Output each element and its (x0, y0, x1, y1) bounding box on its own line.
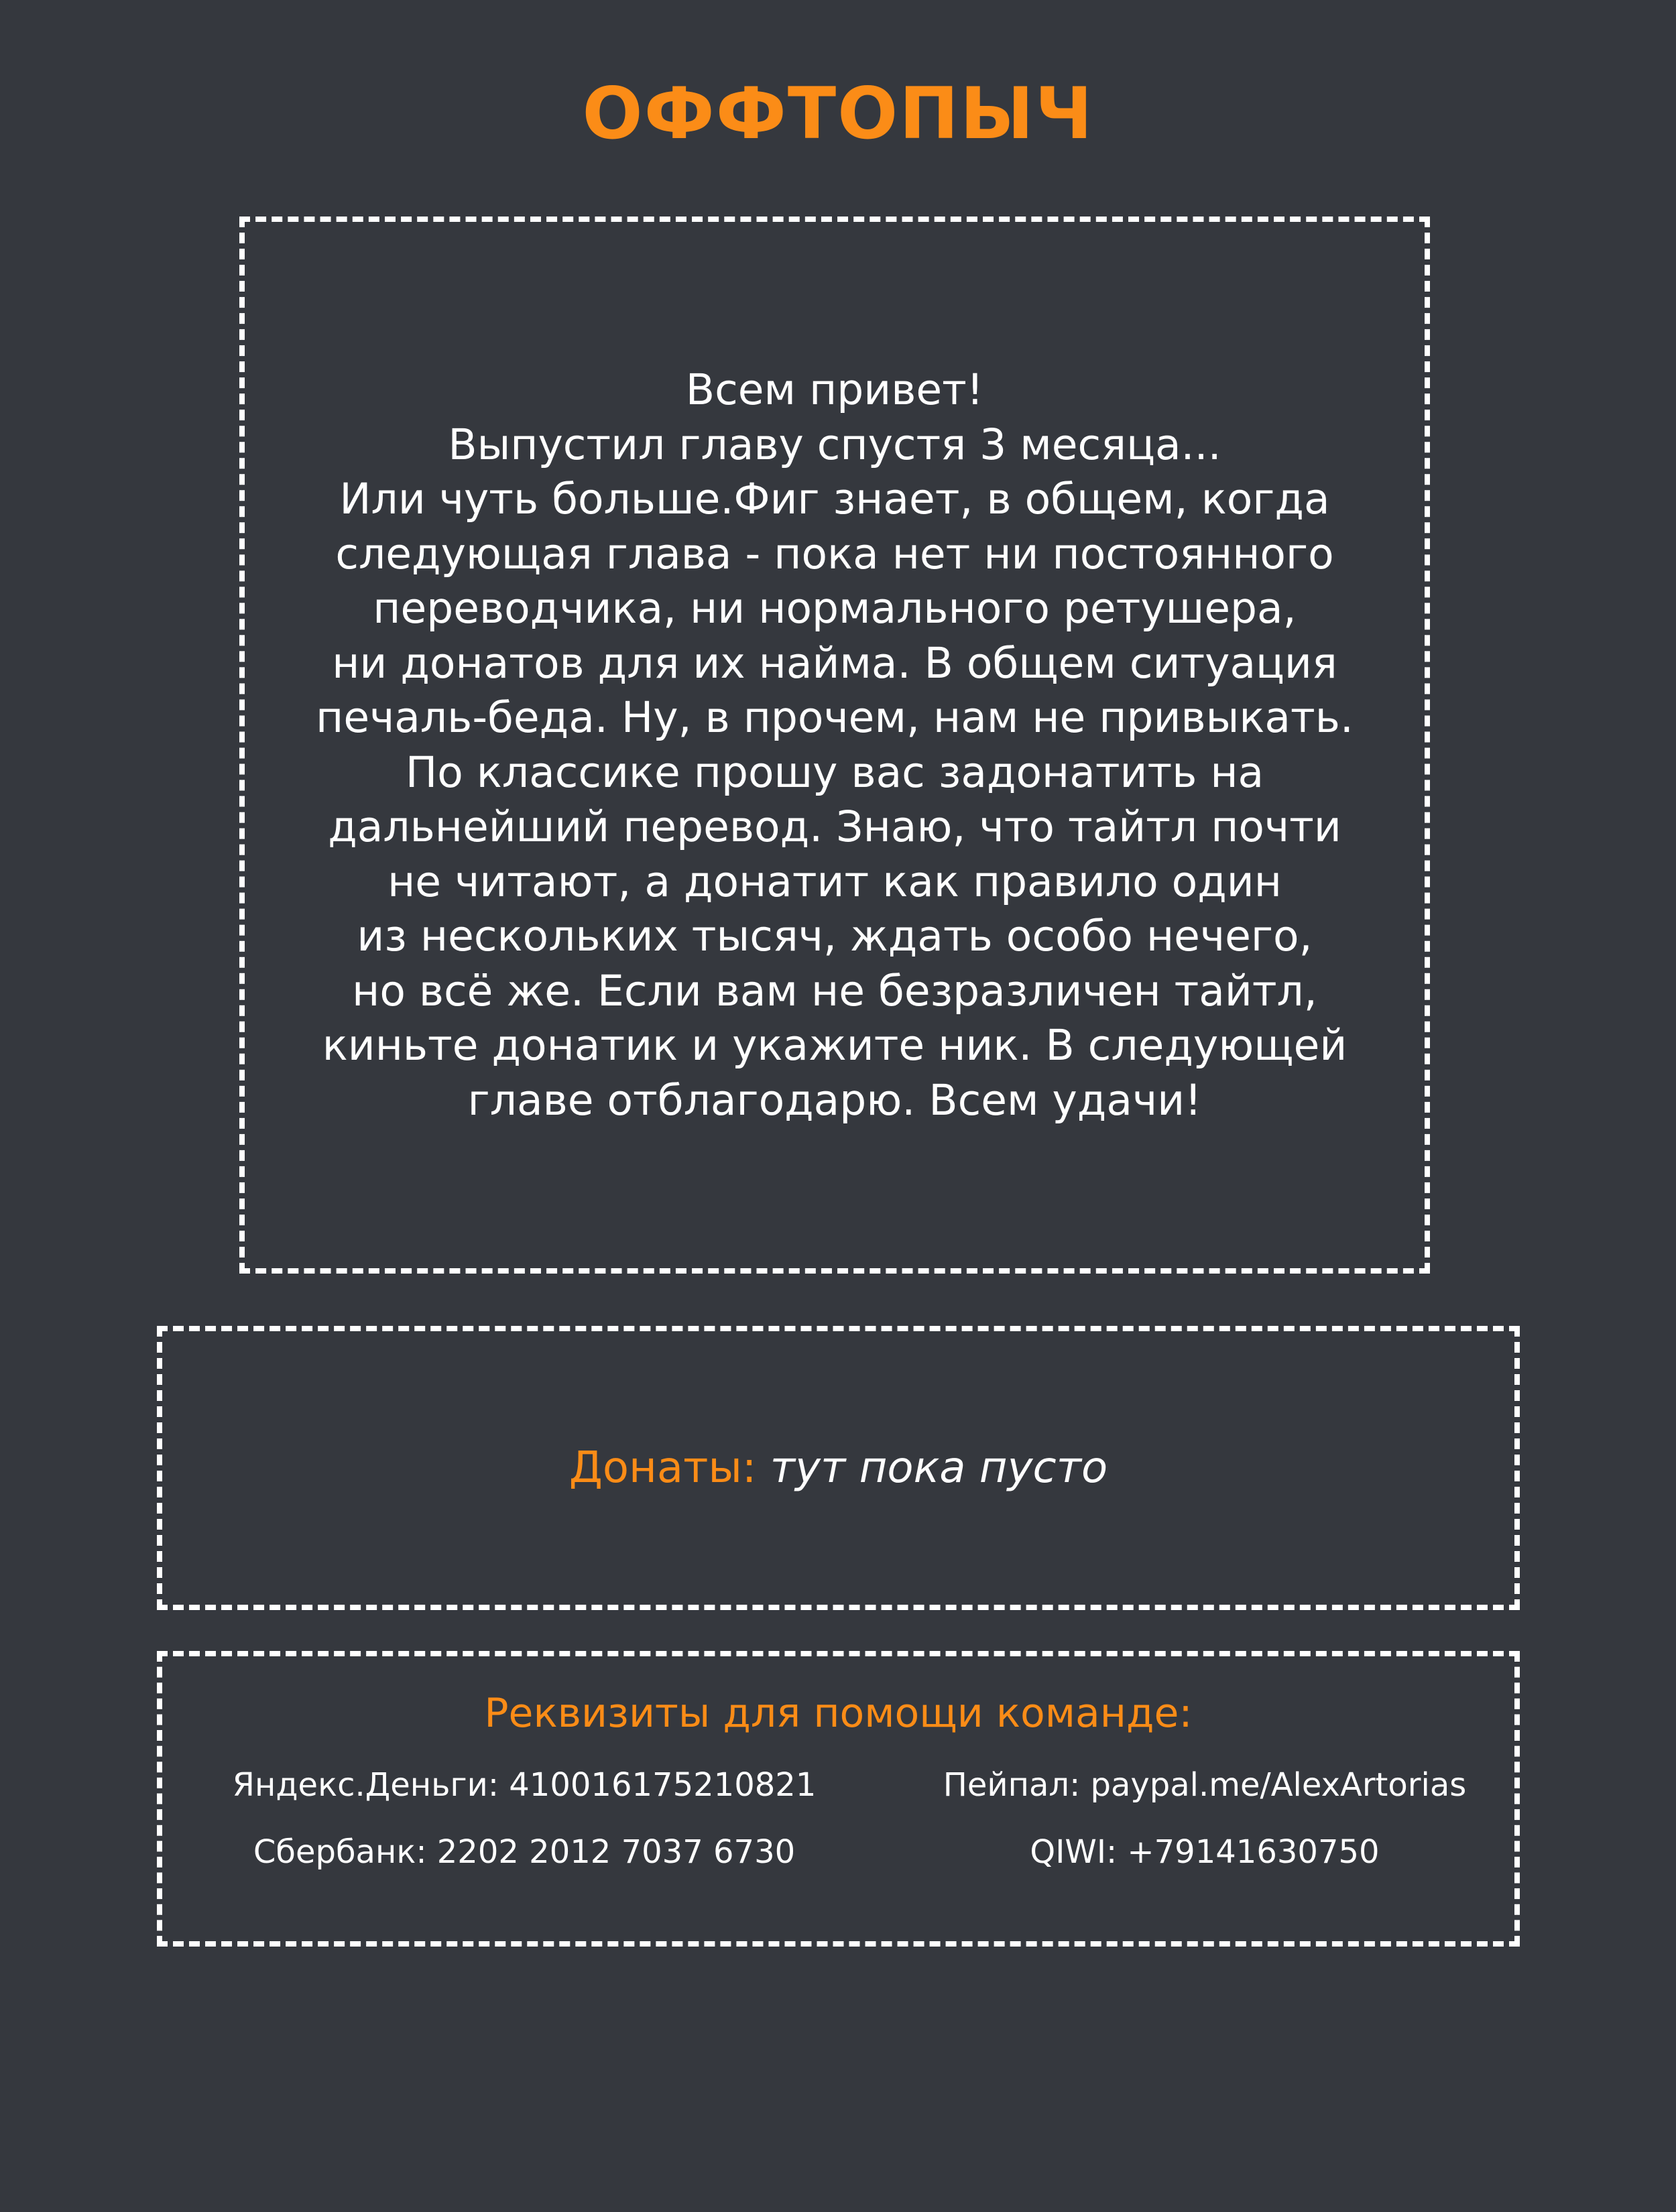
message-line: из нескольких тысяч, ждать особо нечего, (357, 912, 1313, 961)
message-line: киньте донатик и укажите ник. В следующей (322, 1021, 1348, 1070)
message-line: но всё же. Если вам не безразличен тайтл, (352, 966, 1317, 1016)
donations-line (569, 1441, 1108, 1495)
message-line: Всем привет! (685, 365, 984, 414)
message-line: дальнейший перевод. Знаю, что тайтл почти (328, 802, 1341, 851)
message-line: Выпустил главу спустя 3 месяца... (448, 420, 1221, 469)
donations-label: Донаты: (568, 1443, 757, 1493)
message-line: По классике прошу вас задонатить на (405, 747, 1264, 797)
donations-value: тут пока пусто (770, 1443, 1108, 1493)
message-line: Или чуть больше.Фиг знает, в общем, когда (339, 475, 1330, 524)
message-line: главе отблагодарю. Всем удачи! (467, 1075, 1202, 1125)
message-line: следующая глава - пока нет ни постоянного (335, 529, 1334, 578)
page-title: ОФФТОПЫЧ (582, 72, 1094, 155)
sberbank-details: Сбербанк: 2202 2012 7037 6730 (253, 1833, 796, 1871)
yandex-money-details: Яндекс.Деньги: 410016175210821 (232, 1766, 817, 1804)
qiwi-details: QIWI: +79141630750 (1030, 1833, 1380, 1871)
donations-box (157, 1326, 1520, 1610)
message-line: переводчика, ни нормального ретушера, (373, 584, 1297, 633)
message-line: не читают, а донатит как правило один (387, 857, 1282, 906)
message-line: ни донатов для их найма. В общем ситуация (332, 638, 1337, 688)
message-text (292, 363, 1378, 1127)
message-box (239, 217, 1430, 1274)
paypal-details: Пейпал: paypal.me/AlexArtorias (943, 1766, 1467, 1804)
message-line: печаль-беда. Ну, в прочем, нам не привыкать. (316, 693, 1354, 742)
requisites-box (157, 1651, 1520, 1947)
requisites-title: Реквизиты для помощи команде: (484, 1690, 1193, 1737)
